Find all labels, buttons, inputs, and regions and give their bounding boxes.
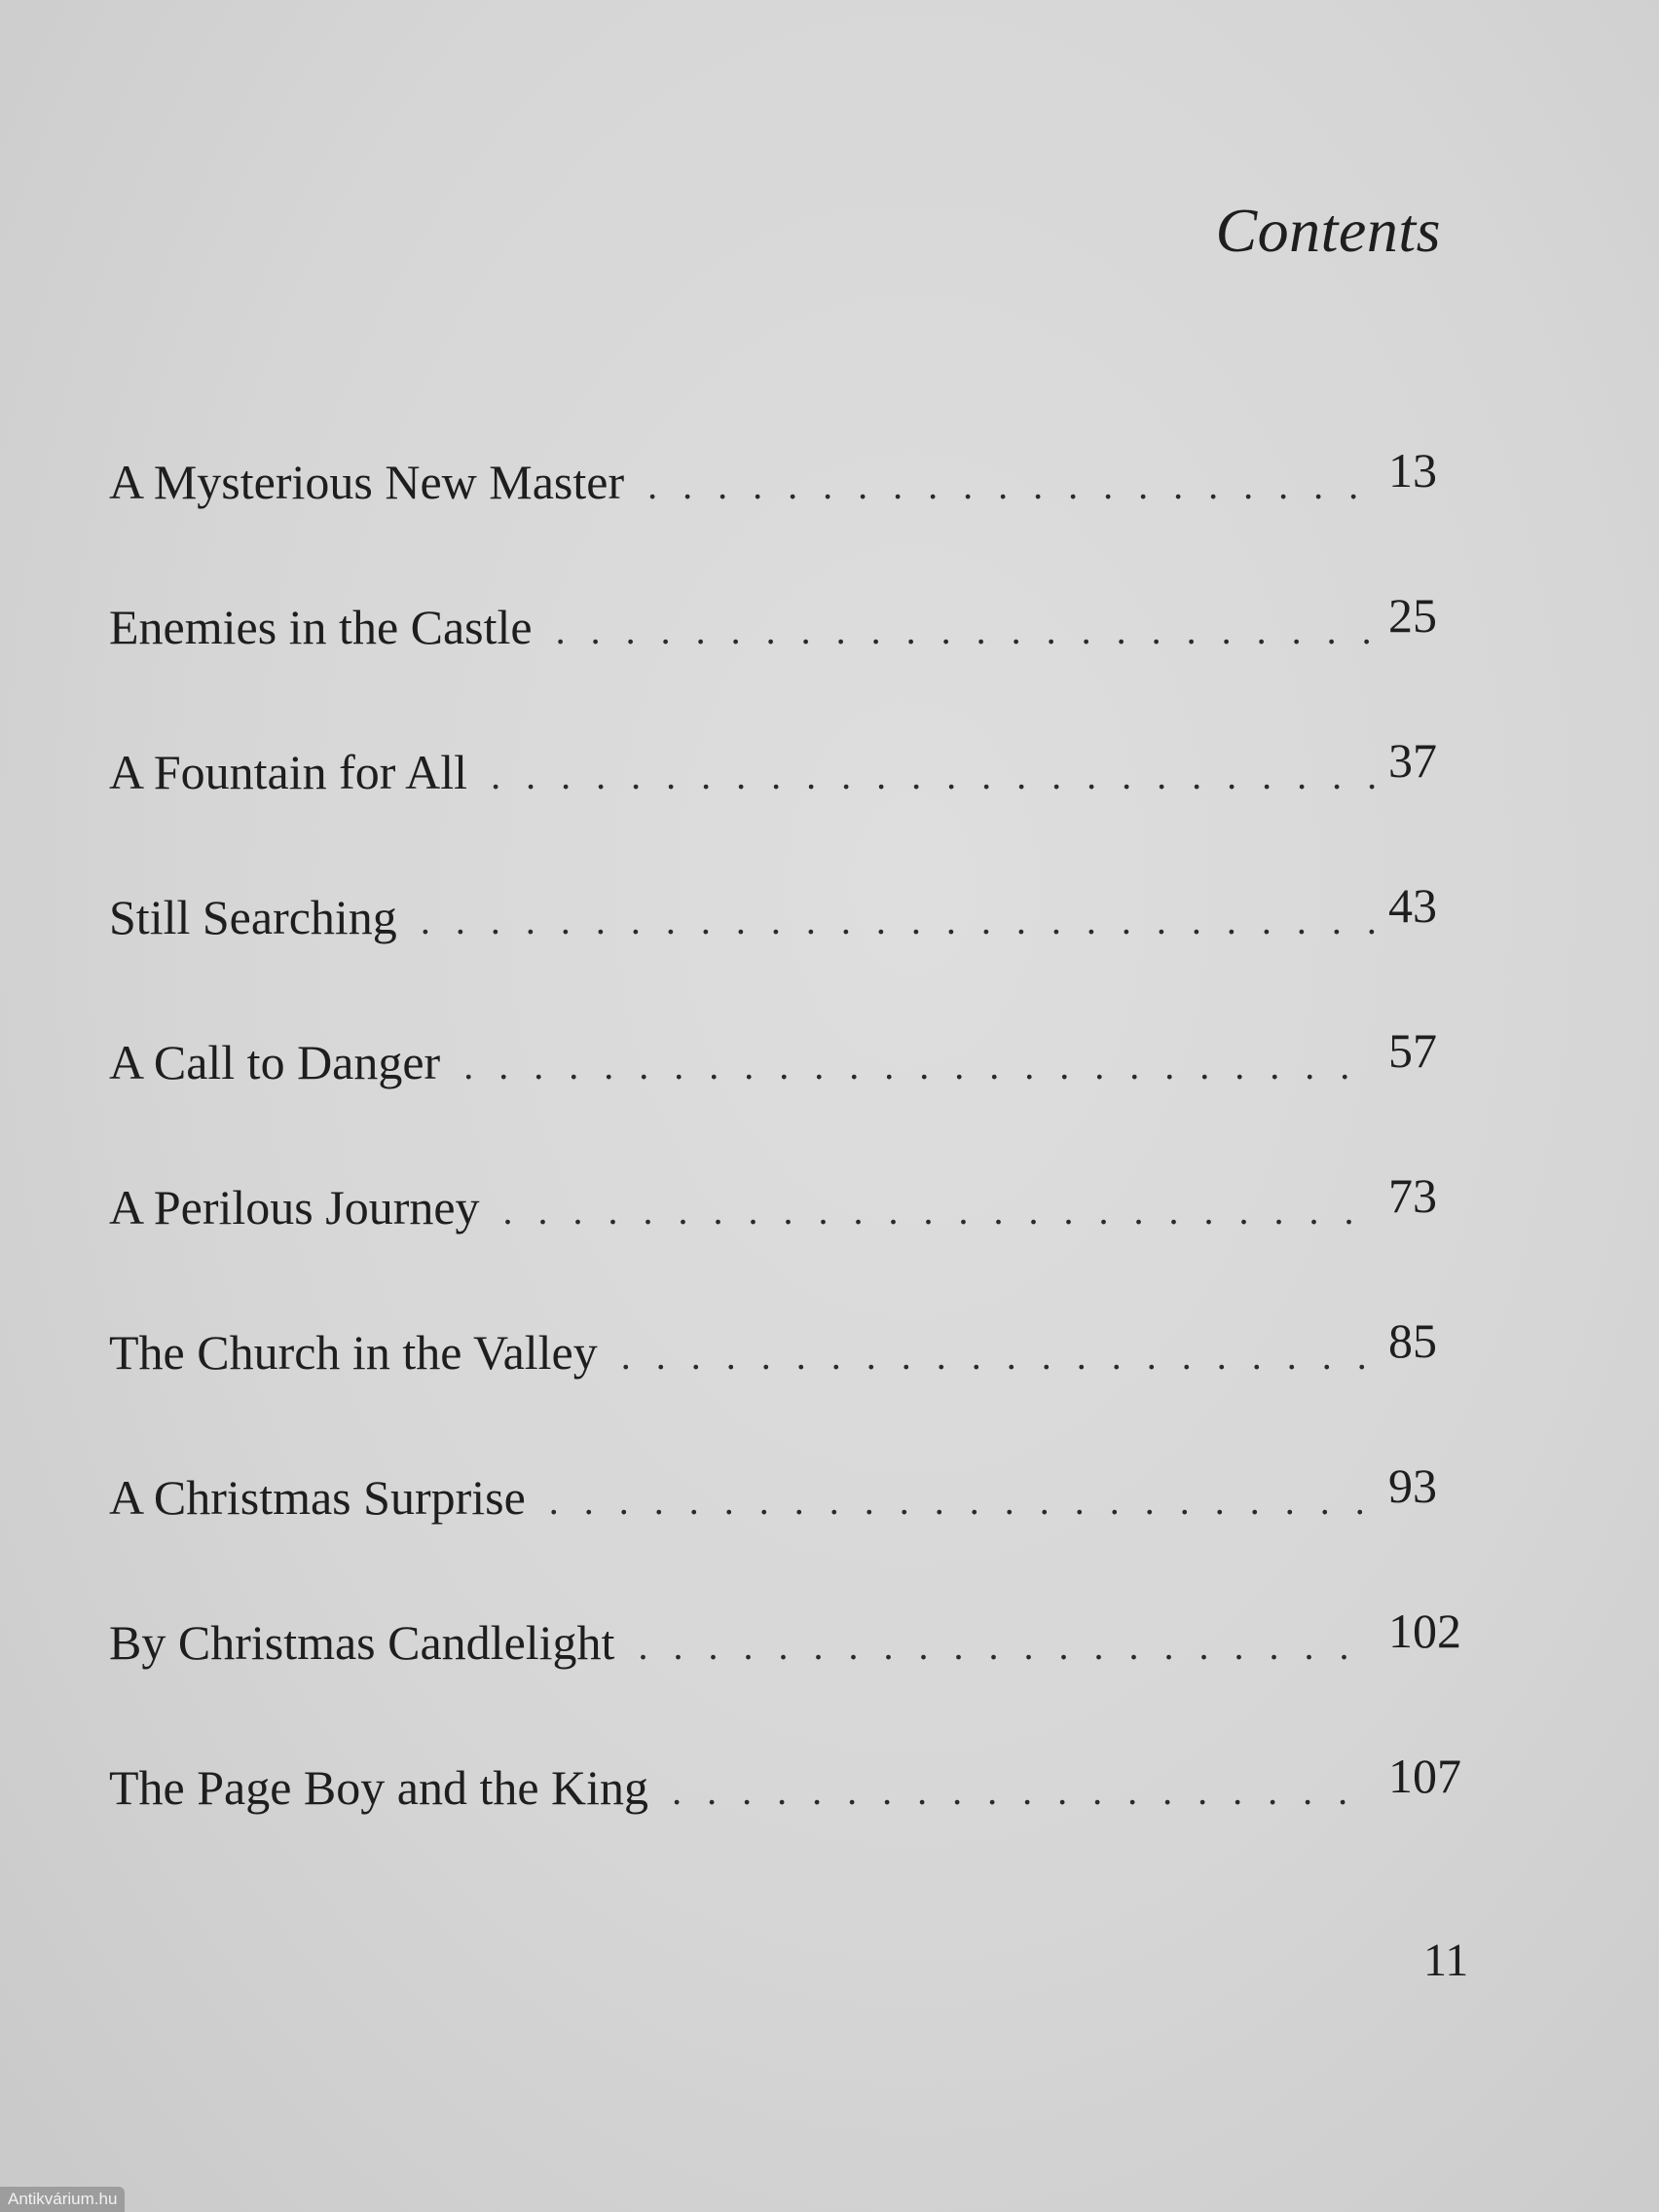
toc-entry: [109, 1749, 1472, 1908]
toc-entry: [109, 878, 1472, 1038]
table-of-contents: [109, 443, 1472, 1908]
dot-leader: [463, 1047, 1375, 1086]
toc-entry-title: By Christmas Candlelight: [109, 1615, 615, 1670]
toc-entry-page: 13: [1388, 443, 1437, 498]
toc-entry: [109, 588, 1472, 748]
toc-entry-title: A Call to Danger: [109, 1035, 441, 1089]
dot-leader: [503, 1192, 1375, 1231]
toc-entry: [109, 1023, 1472, 1183]
toc-entry-page: 85: [1388, 1313, 1437, 1368]
toc-entry-page: 57: [1388, 1023, 1437, 1078]
toc-entry: [109, 1458, 1472, 1618]
toc-entry: [109, 733, 1472, 893]
toc-entry-title: The Church in the Valley: [109, 1325, 598, 1380]
dot-leader: [421, 902, 1375, 940]
toc-entry: [109, 1604, 1472, 1763]
toc-entry-page: 93: [1388, 1458, 1437, 1513]
dot-leader: [672, 1772, 1375, 1811]
toc-entry-page: 25: [1388, 588, 1437, 643]
toc-entry: [109, 1168, 1472, 1328]
toc-entry: [109, 1313, 1472, 1473]
toc-entry: [109, 443, 1472, 603]
toc-entry-title: Enemies in the Castle: [109, 600, 533, 654]
toc-entry-page: 107: [1388, 1749, 1461, 1803]
dot-leader: [549, 1482, 1375, 1521]
toc-entry-page: 73: [1388, 1168, 1437, 1223]
dot-leader: [621, 1337, 1375, 1376]
contents-title: Contents: [1215, 196, 1441, 265]
dot-leader: [638, 1627, 1375, 1666]
toc-entry-title: A Fountain for All: [109, 745, 468, 799]
toc-entry-page: 43: [1388, 878, 1437, 933]
watermark: Antikvárium.hu: [0, 2187, 125, 2212]
dot-leader: [556, 611, 1375, 650]
toc-entry-title: A Perilous Journey: [109, 1180, 480, 1235]
toc-entry-title: The Page Boy and the King: [109, 1760, 649, 1815]
toc-entry-title: Still Searching: [109, 890, 397, 944]
page-number: 11: [1423, 1935, 1469, 1986]
toc-entry-page: 102: [1388, 1604, 1461, 1658]
toc-entry-page: 37: [1388, 733, 1437, 788]
dot-leader: [647, 466, 1375, 505]
toc-entry-title: A Mysterious New Master: [109, 455, 625, 509]
toc-entry-title: A Christmas Surprise: [109, 1470, 526, 1525]
dot-leader: [491, 756, 1375, 795]
